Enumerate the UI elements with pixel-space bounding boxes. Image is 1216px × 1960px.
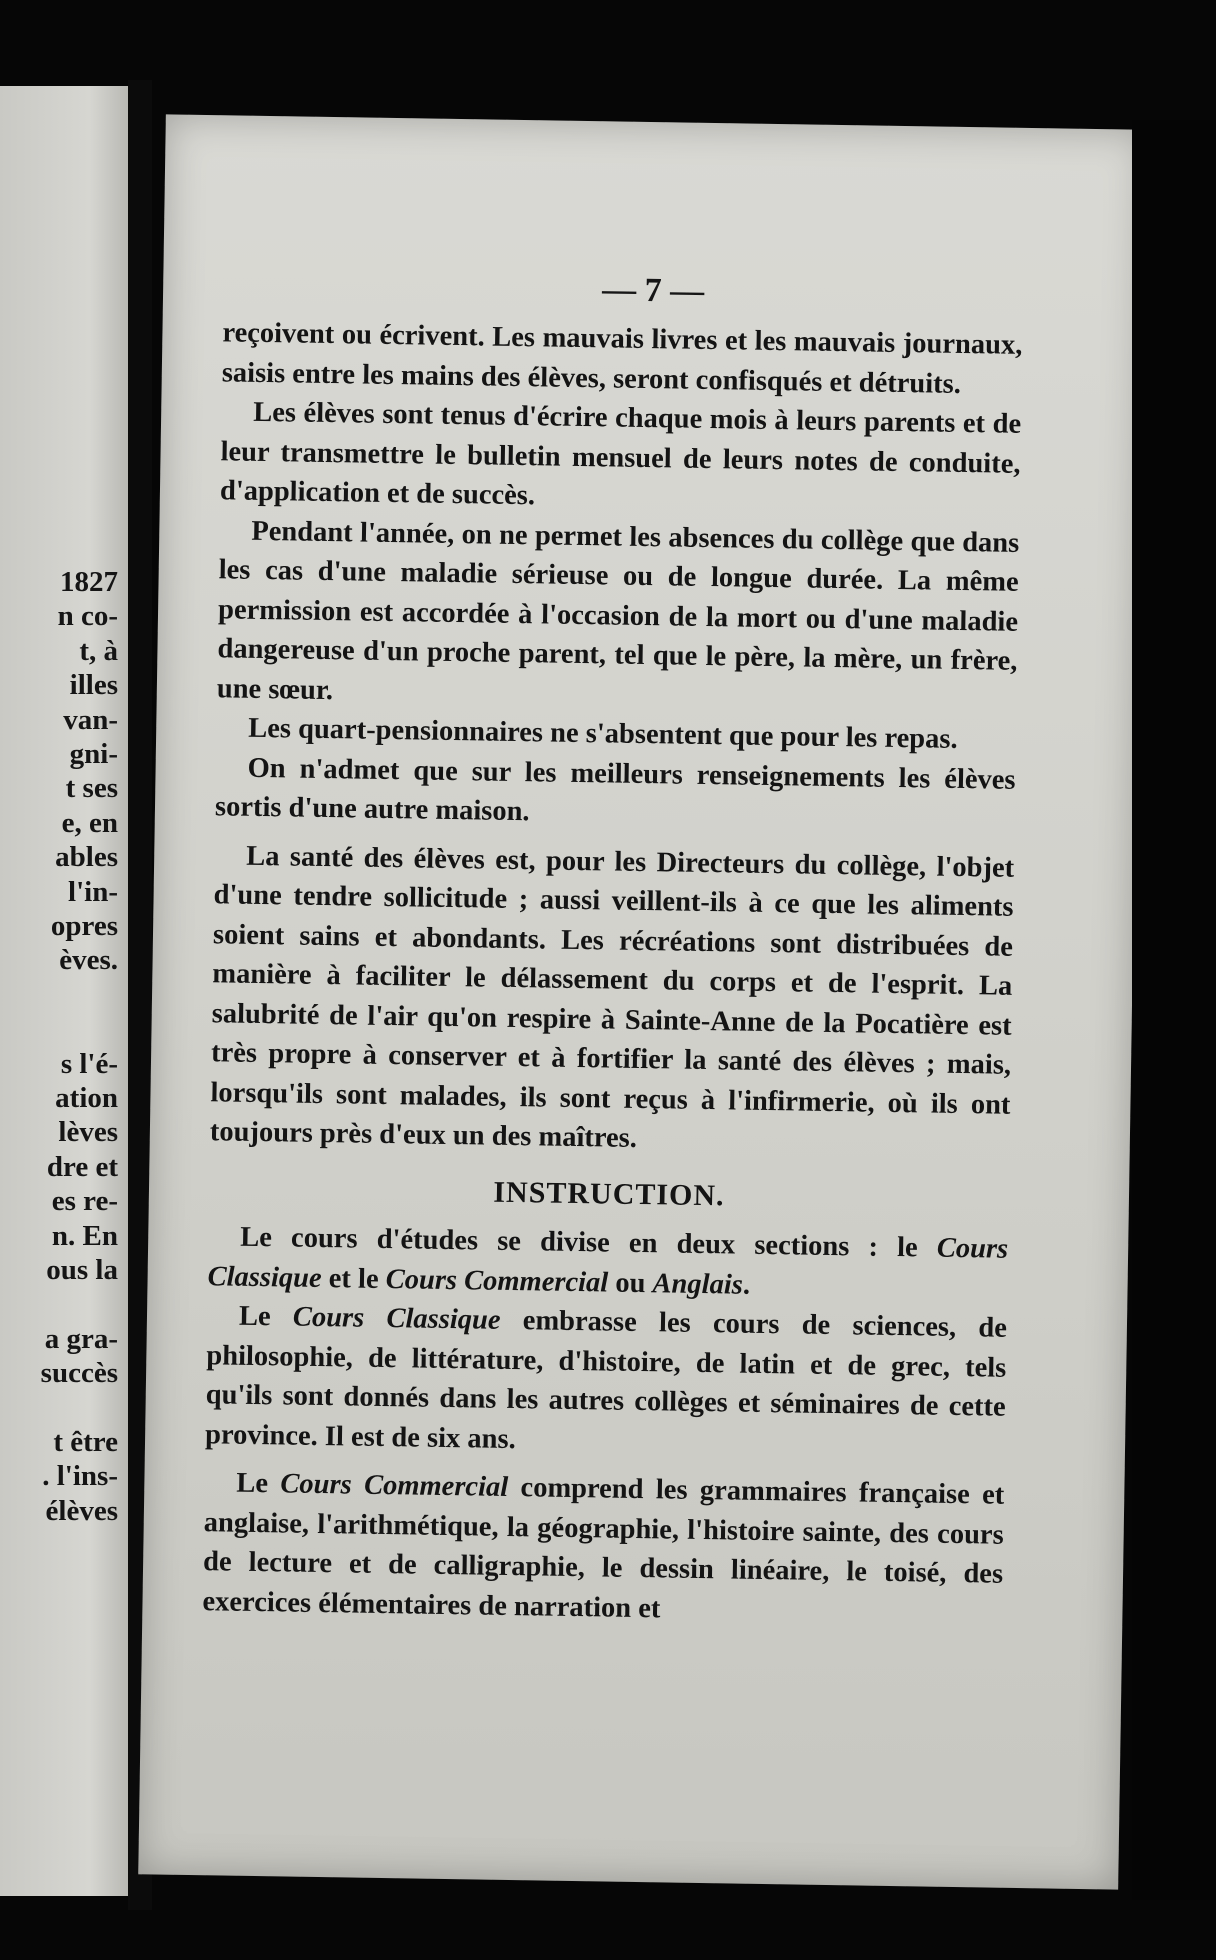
book-page — [138, 114, 1146, 1889]
paragraph: Pendant l'année, on ne permet les absences du collège que dans les cas d'une maladie sérieuse ou de longue durée. La même permission est accordée à l'occasion de la mort ou d'une maladie dangereuse d'un proche parent, tel que le père, la mère, un frère, une sœur. — [216, 515, 1020, 706]
left-page-line: n co- — [57, 600, 118, 633]
left-page-line: illes — [69, 669, 118, 702]
left-page-line: dre et — [46, 1150, 118, 1183]
left-page-line: ous la — [46, 1254, 118, 1286]
left-page-line: èves. — [59, 944, 118, 977]
paragraph: Les quart-pensionnaires ne s'absentent que pour les repas. — [248, 712, 958, 755]
paragraph: On n'admet que sur les meilleurs renseignements les élèves sortis d'une autre maison. — [214, 752, 1016, 828]
paragraph — [202, 1463, 1004, 1634]
section-heading: INSTRUCTION. — [493, 1175, 725, 1212]
text-run: . — [742, 1269, 751, 1301]
paragraph: La santé des élèves est, pour les Directeurs du collège, l'objet d'une tendre sollicitude ; aussi veillent-ils à ce que les aliments soient sains et abondants. Les récréations sont distribuées de manière à faciliter le délassement du corps et de l'esprit. La salubrité de l'air qu'on respire à Sainte-Anne de la Pocatière est très propre à conserver et à fortifier la santé des élèves ; mais, lorsqu'ils sont malades, ils sont reçus à l'infirmerie, où ils ont toujours près d'eux un des maîtres. — [209, 840, 1015, 1154]
italic-run: Cours Classique — [292, 1301, 501, 1336]
page-number: — 7 — — [601, 271, 705, 310]
left-page-line: succès — [40, 1357, 118, 1390]
left-page-line: opres — [50, 910, 118, 942]
left-page-line: gni- — [69, 738, 118, 770]
italic-run: Anglais — [652, 1267, 744, 1301]
left-page-line: e, en — [61, 806, 118, 839]
paragraph — [205, 1296, 1007, 1467]
left-page-line: t ses — [65, 772, 118, 805]
left-page-line: 1827 — [60, 566, 118, 598]
left-page-line: t, à — [79, 634, 118, 667]
left-page-line: lèves — [58, 1116, 118, 1149]
left-page-line: . l'ins- — [42, 1460, 118, 1493]
left-page-line: a gra- — [44, 1322, 118, 1355]
text-run: ou — [607, 1267, 653, 1299]
left-page-line: n. En — [51, 1219, 118, 1252]
italic-run: Cours Commercial — [280, 1468, 509, 1503]
left-page-line: t être — [53, 1426, 118, 1458]
left-page-line: ation — [55, 1082, 118, 1114]
paragraph — [207, 1217, 1008, 1309]
text-run: comprend les grammaires française et anglaise, l'arithmétique, la géographie, l'histoire sainte, des cours de lecture et de calligraphie, le dessin linéaire, le toisé, des exercices élémentaires de narration et — [202, 1471, 1005, 1624]
text-run: embrasse les cours de sciences, de philosophie, de littérature, d'histoire, de latin et de grec, tels qu'ils sont donnés dans les autres collèges et séminaires de cette province. Il est de six ans. — [204, 1304, 1008, 1455]
text-run: Le — [236, 1467, 281, 1500]
left-page-line: élèves — [45, 1494, 118, 1527]
paragraph: reçoivent ou écrivent. Les mauvais livres et les mauvais journaux, saisis entre les mains des élèves, seront confisqués et détruits. — [221, 317, 1023, 400]
left-page-line: l'in- — [68, 875, 118, 908]
text-run: Le cours d'études se divise en deux sections : le — [240, 1221, 938, 1264]
left-page-line: s l'é- — [60, 1047, 118, 1080]
left-page-line: van- — [63, 703, 118, 736]
text-run: Le — [238, 1300, 294, 1333]
italic-run: Cours Classique — [207, 1232, 1009, 1294]
paragraph: Les élèves sont tenus d'écrire chaque mois à leurs parents et de leur transmettre le bulletin mensuel de leurs notes de conduite, d'application et de succès. — [219, 396, 1022, 512]
italic-run: Cours Commercial — [385, 1263, 609, 1299]
scan-border — [1132, 120, 1216, 1900]
page-body — [202, 313, 1022, 1633]
left-page-line: ables — [55, 841, 118, 874]
left-page-line: es re- — [51, 1185, 118, 1218]
left-page-fragment — [0, 86, 128, 1896]
text-run: et le — [321, 1262, 386, 1295]
